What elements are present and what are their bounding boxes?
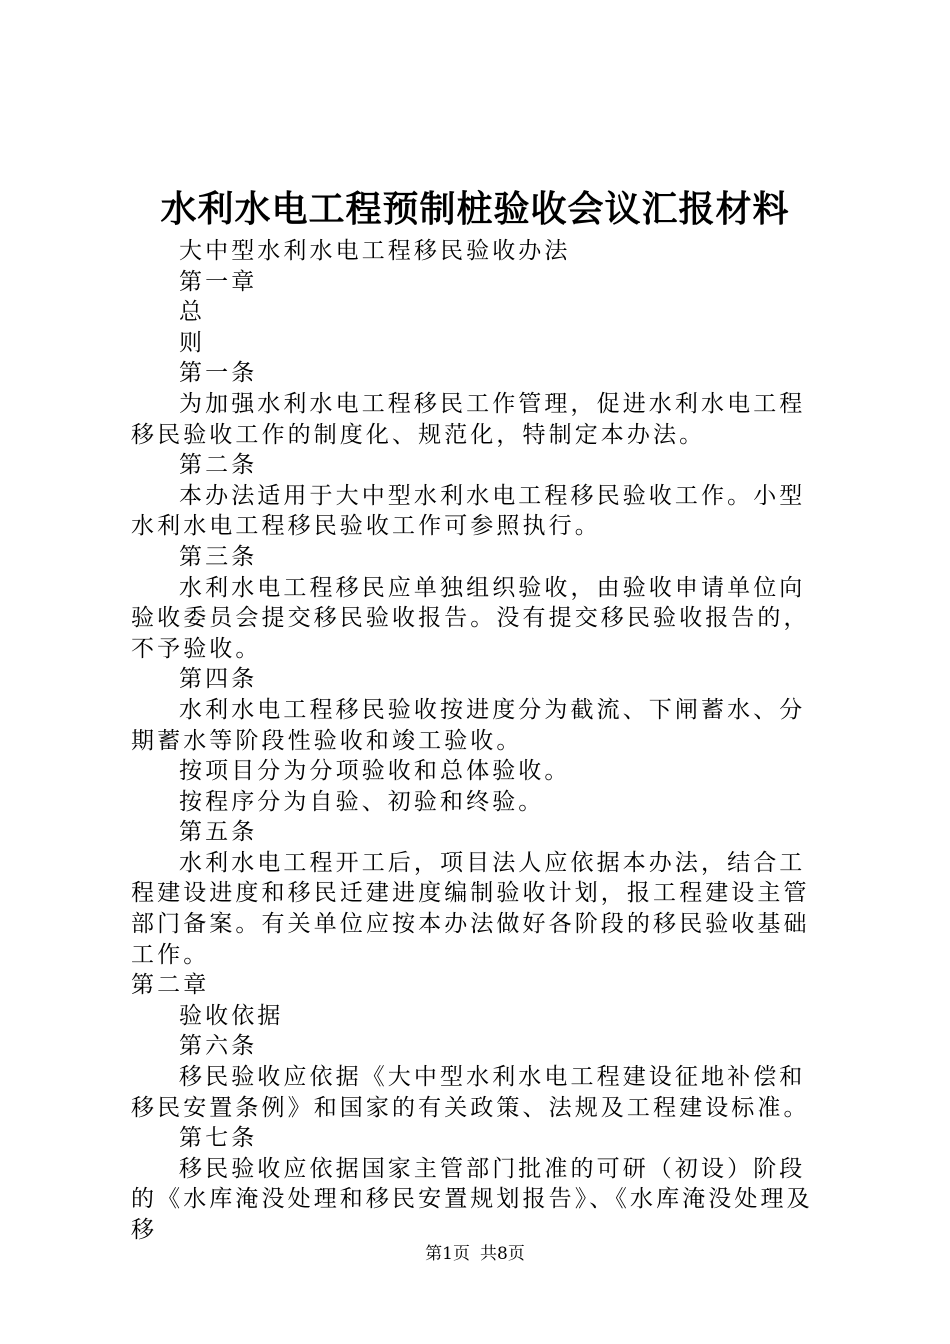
- paragraph: 则: [179, 329, 206, 356]
- paragraph: 移民验收应依据《大中型水利水电工程建设征地补偿和移民安置条例》和国家的有关政策、法规及工程建设标准。: [131, 1064, 810, 1121]
- page-total: 共8页: [480, 1244, 525, 1264]
- paragraph: 为加强水利水电工程移民工作管理，促进水利水电工程移民验收工作的制度化、规范化，特制定本办法。: [131, 390, 806, 448]
- page-number: 第1页: [425, 1244, 470, 1264]
- paragraph: 本办法适用于大中型水利水电工程移民验收工作。小型水利水电工程移民验收工作可参照执行。: [131, 482, 806, 540]
- paragraph: 第一条: [179, 360, 258, 387]
- paragraph: 水利水电工程移民验收按进度分为截流、下闸蓄水、分期蓄水等阶段性验收和竣工验收。: [131, 696, 806, 754]
- paragraph: 总: [179, 299, 206, 326]
- paragraph: 按程序分为自验、初验和终验。: [179, 788, 545, 815]
- paragraph: 大中型水利水电工程移民验收办法: [179, 238, 571, 264]
- paragraph: 第六条: [179, 1033, 258, 1060]
- paragraph: 第二条: [179, 452, 258, 479]
- paragraph: 第一章: [179, 268, 258, 295]
- paragraph: 水利水电工程开工后，项目法人应依据本办法，结合工程建设进度和移民迁建进度编制验收计划，报工程建设主管部门备案。有关单位应按本办法做好各阶段的移民验收基础工作。: [131, 849, 810, 968]
- paragraph: 第二章: [131, 972, 210, 999]
- paragraph: 第三条: [179, 543, 258, 570]
- paragraph: 移民验收应依据国家主管部门批准的可研（初设）阶段的《水库淹没处理和移民安置规划报告》、《水库淹没处理及移: [131, 1155, 813, 1243]
- page-footer: [0, 1242, 950, 1266]
- document-title: 水利水电工程预制桩验收会议汇报材料: [160, 188, 790, 230]
- paragraph: 验收依据: [179, 1002, 284, 1029]
- paragraph: 第四条: [179, 666, 258, 693]
- paragraph: 第七条: [179, 1125, 258, 1152]
- paragraph: 第五条: [179, 819, 258, 846]
- paragraph: 水利水电工程移民应单独组织验收，由验收申请单位向验收委员会提交移民验收报告。没有提交移民验收报告的，不予验收。: [131, 574, 810, 662]
- paragraph: 按项目分为分项验收和总体验收。: [179, 758, 571, 785]
- document-body: [131, 236, 831, 1246]
